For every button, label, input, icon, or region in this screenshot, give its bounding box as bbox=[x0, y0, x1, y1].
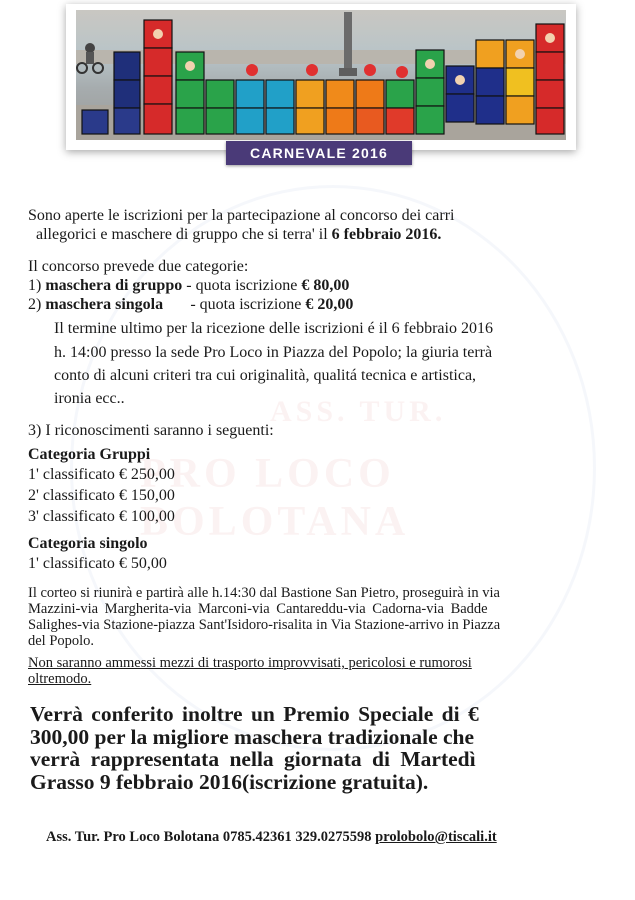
category-2-fee: € 20,00 bbox=[305, 296, 354, 313]
special-prize-announcement bbox=[30, 703, 610, 793]
groups-category-title: Categoria Gruppi bbox=[28, 446, 151, 463]
category-2 bbox=[28, 295, 353, 314]
deadline-line-3: conto di alcuni criteri tra cui originalità, qualitá tecnica e artistica, bbox=[54, 367, 477, 384]
categories-lead: Il concorso prevede due categorie: bbox=[28, 258, 249, 275]
notice-line-2: oltremodo. bbox=[28, 671, 92, 687]
groups-prize-3: 3' classificato € 100,00 bbox=[28, 508, 175, 525]
banner-photo-frame bbox=[66, 4, 576, 150]
intro-line-2-text: allegorici e maschere di gruppo che si terra' il bbox=[36, 226, 332, 243]
banner-caption: CARNEVALE 2016 bbox=[226, 141, 412, 165]
category-1 bbox=[28, 276, 349, 295]
notice-line-1: Non saranno ammessi mezzi di trasporto improvvisati, pericolosi e rumorosi bbox=[28, 655, 472, 671]
carnival-costume-blocks-illustration bbox=[76, 10, 566, 140]
watermark-line2: PRO LOCO BOLOTANA bbox=[140, 451, 410, 545]
watermark-line1: ASS. TUR. bbox=[270, 395, 447, 428]
special-line-1: Verrà conferito inoltre un Premio Speciale di € bbox=[30, 702, 479, 726]
category-1-fee: € 80,00 bbox=[301, 277, 350, 294]
route-line-3: Salighes-via Stazione-piazza Sant'Isidoro-risalita in Via Stazione-arrivo in Piazza bbox=[28, 617, 501, 633]
route-line-2: Mazzini-via Margherita-via Marconi-via Cantareddu-via Cadorna-via Badde bbox=[28, 601, 488, 617]
deadline-line-4: ironia ecc.. bbox=[54, 390, 125, 407]
single-category-title: Categoria singolo bbox=[28, 535, 148, 552]
category-2-number: 2) bbox=[28, 296, 42, 313]
intro-line-1: Sono aperte le iscrizioni per la partecipazione al concorso dei carri bbox=[28, 207, 455, 224]
groups-prize-1: 1' classificato € 250,00 bbox=[28, 466, 175, 483]
route-line-1: Il corteo si riunirà e partirà alle h.14:30 dal Bastione San Pietro, proseguirà in via bbox=[28, 585, 500, 601]
deadline-line-1: Il termine ultimo per la ricezione delle iscrizioni é il 6 febbraio 2016 bbox=[54, 320, 493, 337]
category-1-fee-label: - quota iscrizione bbox=[182, 277, 302, 294]
intro-line-2 bbox=[36, 225, 441, 244]
category-2-fee-label: - quota iscrizione bbox=[186, 296, 306, 313]
category-2-name: maschera singola bbox=[45, 296, 164, 313]
carnival-photo bbox=[76, 10, 566, 140]
footer-email-link[interactable]: prolobolo@tiscali.it bbox=[375, 829, 497, 845]
special-line-4: Grasso 9 febbraio 2016(iscrizione gratuita). bbox=[30, 769, 429, 794]
special-line-2: 300,00 per la migliore maschera tradizionale che bbox=[30, 724, 475, 749]
footer-contacts bbox=[46, 828, 497, 847]
prizes-lead: 3) I riconoscimenti saranno i seguenti: bbox=[28, 422, 274, 439]
special-line-3: verrà rappresentata nella giornata di Martedì bbox=[30, 747, 476, 771]
category-1-name: maschera di gruppo bbox=[45, 277, 183, 294]
route-line-4: del Popolo. bbox=[28, 633, 95, 649]
groups-prize-2: 2' classificato € 150,00 bbox=[28, 487, 175, 504]
category-1-number: 1) bbox=[28, 277, 42, 294]
deadline-line-2: h. 14:00 presso la sede Pro Loco in Piazza del Popolo; la giuria terrà bbox=[54, 344, 493, 361]
single-prize-1: 1' classificato € 50,00 bbox=[28, 555, 167, 572]
footer-org-phone: Ass. Tur. Pro Loco Bolotana 0785.42361 329.0275598 bbox=[46, 829, 376, 845]
event-date: 6 febbraio 2016. bbox=[331, 226, 442, 243]
